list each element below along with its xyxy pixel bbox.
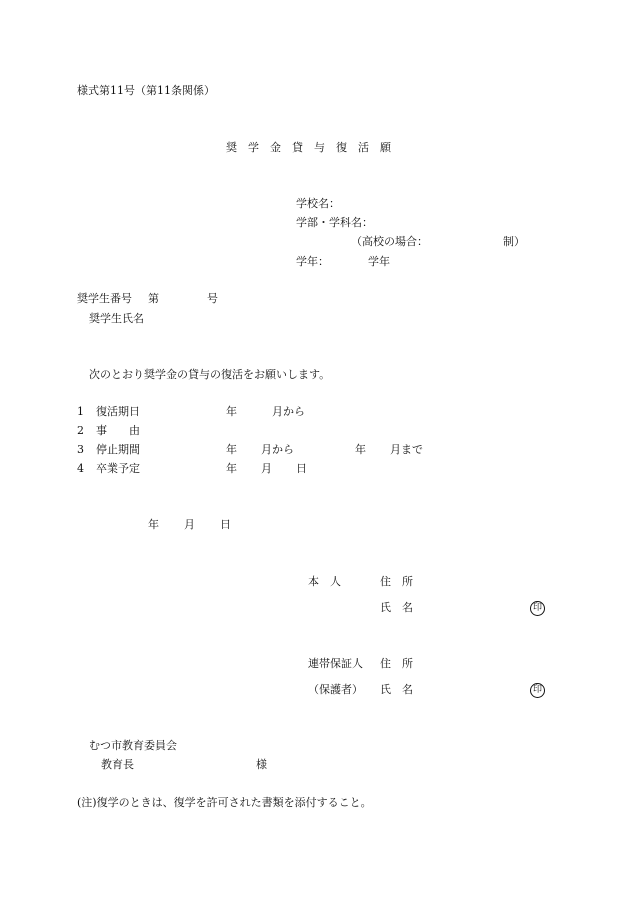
item-year-start: 年 <box>226 443 237 456</box>
item-year: 年 <box>226 462 237 475</box>
date-month: 月 <box>184 518 195 531</box>
date-day: 日 <box>220 518 231 531</box>
item-month-from: 月から <box>272 405 305 418</box>
recipient-title: 教育長 <box>101 758 134 771</box>
school-name-label: 学校名： <box>296 197 340 210</box>
applicant-role: 本 人 <box>308 575 341 588</box>
item-year-end: 年 <box>355 443 366 456</box>
item-month: 月 <box>261 462 272 475</box>
recipient-org: むつ市教育委員会 <box>89 739 177 752</box>
student-name-label: 奨学生氏名 <box>89 312 144 325</box>
applicant-address-label: 住 所 <box>380 575 413 588</box>
highschool-open: （高校の場合： <box>351 235 428 248</box>
guarantor-role: 連帯保証人 <box>308 657 363 670</box>
grade-unit: 学年 <box>368 255 390 268</box>
item-label: 復活期日 <box>96 405 140 418</box>
grade-label: 学年： <box>296 255 329 268</box>
department-label: 学部・学科名： <box>296 216 373 229</box>
applicant-name-label: 氏 名 <box>380 601 413 614</box>
request-text: 次のとおり奨学金の貸与の復活をお願いします。 <box>89 368 331 381</box>
student-number-prefix: 第 <box>148 292 159 305</box>
item-number: 4 <box>77 462 84 475</box>
student-number-label: 奨学生番号 <box>77 292 132 305</box>
item-number: 3 <box>77 443 84 456</box>
student-number-suffix: 号 <box>207 292 218 305</box>
recipient-honorific: 様 <box>256 758 267 771</box>
item-label: 停止期間 <box>96 443 140 456</box>
item-year: 年 <box>226 405 237 418</box>
item-month-until: 月まで <box>390 443 423 456</box>
item-day: 日 <box>296 462 307 475</box>
date-year: 年 <box>148 518 159 531</box>
item-month-from: 月から <box>261 443 294 456</box>
item-label: 卒業予定 <box>96 462 140 475</box>
seal-mark: 印 <box>530 601 545 616</box>
guarantor-role-sub: （保護者） <box>308 683 363 696</box>
guarantor-address-label: 住 所 <box>380 657 413 670</box>
footnote: (注)復学のときは、復学を許可された書類を添付すること。 <box>77 796 372 809</box>
guarantor-name-label: 氏 名 <box>380 683 413 696</box>
item-label: 事 由 <box>96 424 140 437</box>
page-title: 奨 学 金 貸 与 復 活 願 <box>226 141 391 154</box>
form-id: 様式第11号（第11条関係） <box>77 84 215 97</box>
highschool-close: 制） <box>503 235 525 248</box>
item-number: 2 <box>77 424 84 437</box>
item-number: 1 <box>77 405 84 418</box>
seal-mark: 印 <box>530 683 545 698</box>
